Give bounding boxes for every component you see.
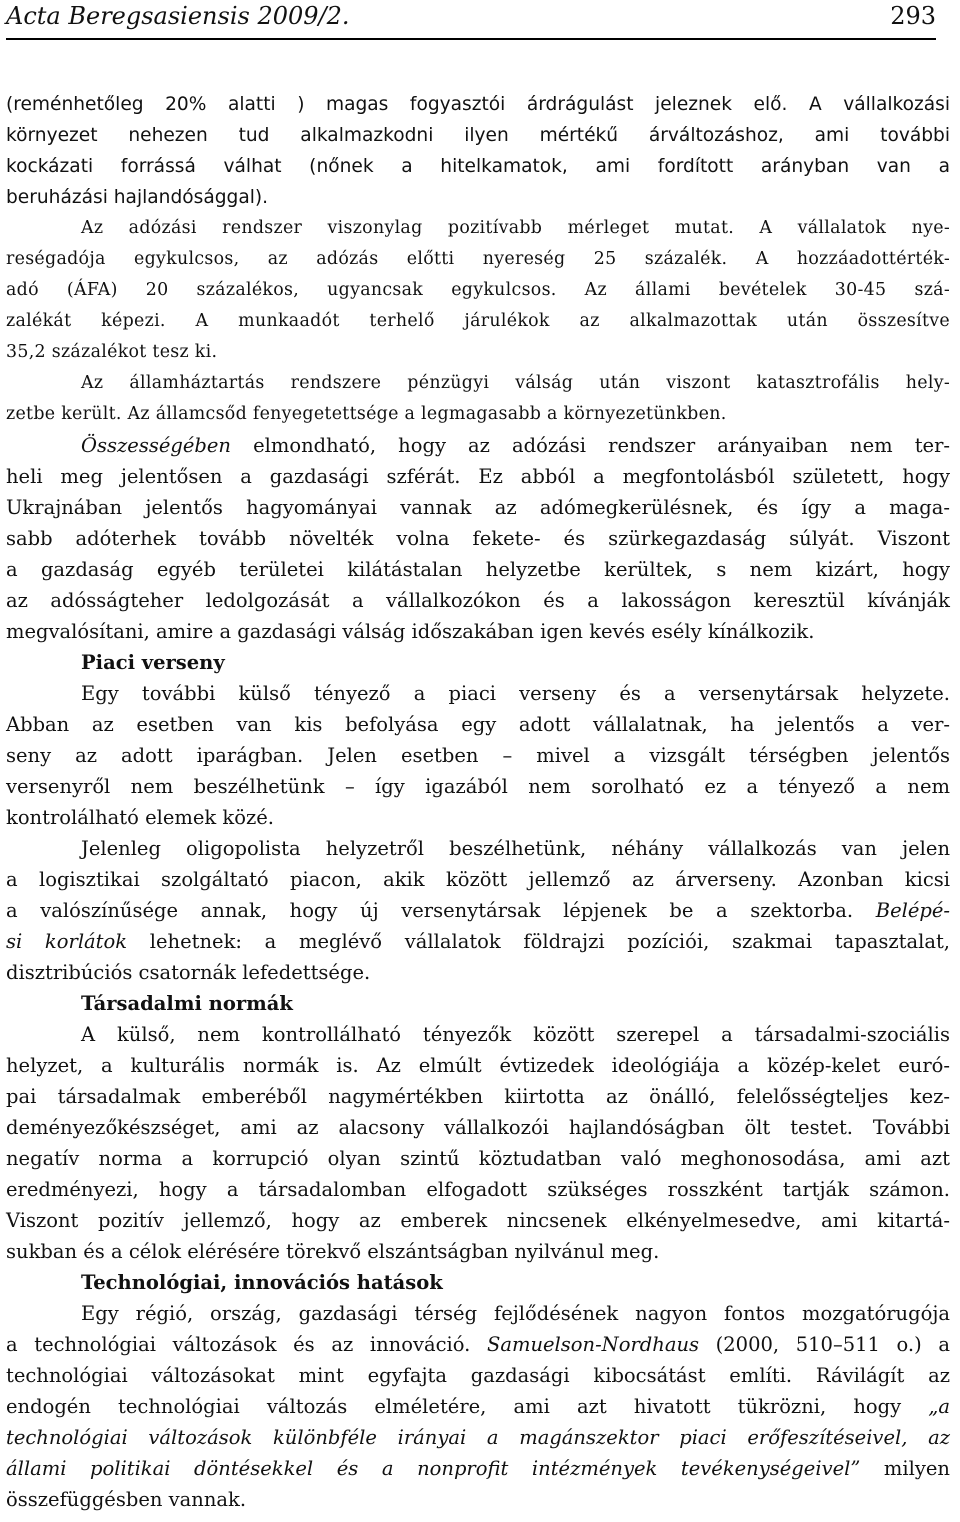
text-line: heli meg jelentősen a gazdasági szférát. Ez abból a megfontolásból született, hogy [6, 465, 950, 488]
italic-text: Belépé- [875, 899, 950, 922]
running-header [6, 0, 936, 40]
text-line: Viszont pozitív jellemző, hogy az emberek nincsenek elkényelmesedve, ami kitartá- [6, 1209, 950, 1232]
text-line: helyzet, a kulturális normák is. Az elmúlt évtizedek ideológiája a közép-kelet euró- [6, 1054, 950, 1077]
text-line: az adósságteher ledolgozását a vállalkozókon és a lakosságon keresztül kívánják [6, 589, 950, 612]
text-line: a gazdaság egyéb területei kilátástalan helyzetbe kerültek, s nem kizárt, hogy [6, 558, 950, 581]
text-run: lehetnek: a meglévő vállalatok földrajzi pozíciói, szakmai tapasztalat, [127, 930, 951, 953]
text-line [6, 430, 950, 461]
text-line: Az adózási rendszer viszonylag pozitívabb mérleget mutat. A vállalatok nye- [81, 218, 950, 238]
italic-text: állami politikai döntésekkel és a nonprofit intézmények tevékenységeivel” [6, 1457, 861, 1480]
text-line: seny az adott iparágban. Jelen esetben – mivel a vizsgált térségben jelentős [6, 744, 950, 767]
text-line: A külső, nem kontrollálható tényezők között szerepel a társadalmi-szociális [81, 1023, 950, 1046]
text-line: Abban az esetben van kis befolyása egy adott vállalatnak, ha jelentős a ver- [6, 713, 950, 736]
text-line: deményezőkészséget, ami az alacsony vállalkozói hajlandóságban ölt testet. További [6, 1116, 950, 1139]
text-line: Az államháztartás rendszere pénzügyi válság után viszont katasztrofális hely- [81, 373, 950, 393]
text-line: összefüggésben vannak. [6, 1488, 247, 1511]
text-line: a logisztikai szolgáltató piacon, akik között jellemző az árverseny. Azonban kicsi [6, 868, 950, 891]
article-body [6, 89, 950, 1515]
text-line: sabb adóterhek tovább növelték volna fekete- és szürkegazdaság súlyát. Viszont [6, 527, 950, 550]
text-line [6, 895, 950, 926]
text-line: zalékát képezi. A munkaadót terhelő járulékok az alkalmazottak után összesítve [6, 311, 950, 331]
text-line [6, 1453, 950, 1484]
journal-title: Acta Beregsasiensis 2009/2. [6, 2, 350, 30]
text-line: beruházási hajlandósággal). [6, 187, 269, 208]
text-line [6, 1391, 950, 1422]
text-run: elmondható, hogy az adózási rendszer arányaiban nem ter- [230, 434, 950, 457]
text-line: Egy további külső tényező a piaci verseny és a versenytársak helyzete. [81, 682, 950, 705]
text-run: (2000, 510–511 o.) a [699, 1333, 950, 1356]
italic-text: „a [928, 1395, 950, 1418]
text-line: kockázati forrássá válhat (nőnek a hitelkamatok, ami fordított arányban van a [6, 156, 950, 177]
text-line: környezet nehezen tud alkalmazkodni ilyen mértékű árváltozáshoz, ami további [6, 125, 950, 146]
text-line: kontrolálható elemek közé. [6, 806, 275, 829]
text-line: (reménhetőleg 20% alatti ) magas fogyasztói árdrágulást jeleznek elő. A vállalkozási [6, 94, 950, 115]
text-line [6, 1329, 950, 1360]
section-heading: Társadalmi normák [81, 992, 293, 1015]
italic-text: si korlátok [6, 930, 128, 953]
text-run: endogén technológiai változás elméletére, ami azt hivatott tükrözni, hogy [6, 1395, 929, 1418]
text-line: sukban és a célok elérésére törekvő elszántságban nyilvánul meg. [6, 1240, 660, 1263]
text-run: a valószínűsége annak, hogy új versenytársak lépjenek be a szektorba. [6, 899, 876, 922]
text-line: disztribúciós csatornák lefedettsége. [6, 961, 371, 984]
text-line [6, 1422, 950, 1453]
text-run: a technológiai változások és az innováció. [6, 1333, 487, 1356]
text-line: zetbe került. Az államcsőd fenyegetettsége a legmagasabb a környezetünkben. [6, 404, 727, 424]
text-line: technológiai változásokat mint egyfajta gazdasági kibocsátást említi. Rávilágít az [6, 1364, 950, 1387]
page-number: 293 [890, 2, 936, 30]
italic-text: technológiai változások különbféle irányai a magánszektor piaci erőfeszítéseivel, az [6, 1426, 950, 1449]
italic-text: Összességében [81, 434, 231, 457]
text-line: Jelenleg oligopolista helyzetről beszélhetünk, néhány vállalkozás van jelen [81, 837, 950, 860]
text-line: Egy régió, ország, gazdasági térség fejlődésének nagyon fontos mozgatórugója [81, 1302, 950, 1325]
section-heading: Piaci verseny [81, 651, 225, 674]
text-run: milyen [860, 1457, 950, 1480]
text-line: pai társadalmak emberéből nagymértékben kiirtotta az önálló, felelősségteljes kez- [6, 1085, 950, 1108]
text-line: megvalósítani, amire a gazdasági válság időszakában igen kevés esély kínálkozik. [6, 620, 815, 643]
text-line [6, 926, 950, 957]
text-line: negatív norma a korrupció olyan szintű köztudatban való meghonosodása, ami azt [6, 1147, 950, 1170]
text-line: adó (ÁFA) 20 százalékos, ugyancsak egykulcsos. Az állami bevételek 30-45 szá- [6, 280, 950, 300]
text-line: versenyről nem beszélhetünk – így igazából nem sorolható ez a tényező a nem [6, 775, 950, 798]
text-line: eredményezi, hogy a társadalomban elfogadott szükséges rosszként tartják számon. [6, 1178, 950, 1201]
text-line: Ukrajnában jelentős hagyományai vannak az adómegkerülésnek, és így a maga- [6, 496, 950, 519]
italic-text: Samuelson-Nordhaus [486, 1333, 700, 1356]
text-line: 35,2 százalékot tesz ki. [6, 342, 218, 362]
text-line: reségadója egykulcsos, az adózás előtti nyereség 25 százalék. A hozzáadottérték- [6, 249, 950, 269]
section-heading: Technológiai, innovációs hatások [81, 1271, 443, 1294]
